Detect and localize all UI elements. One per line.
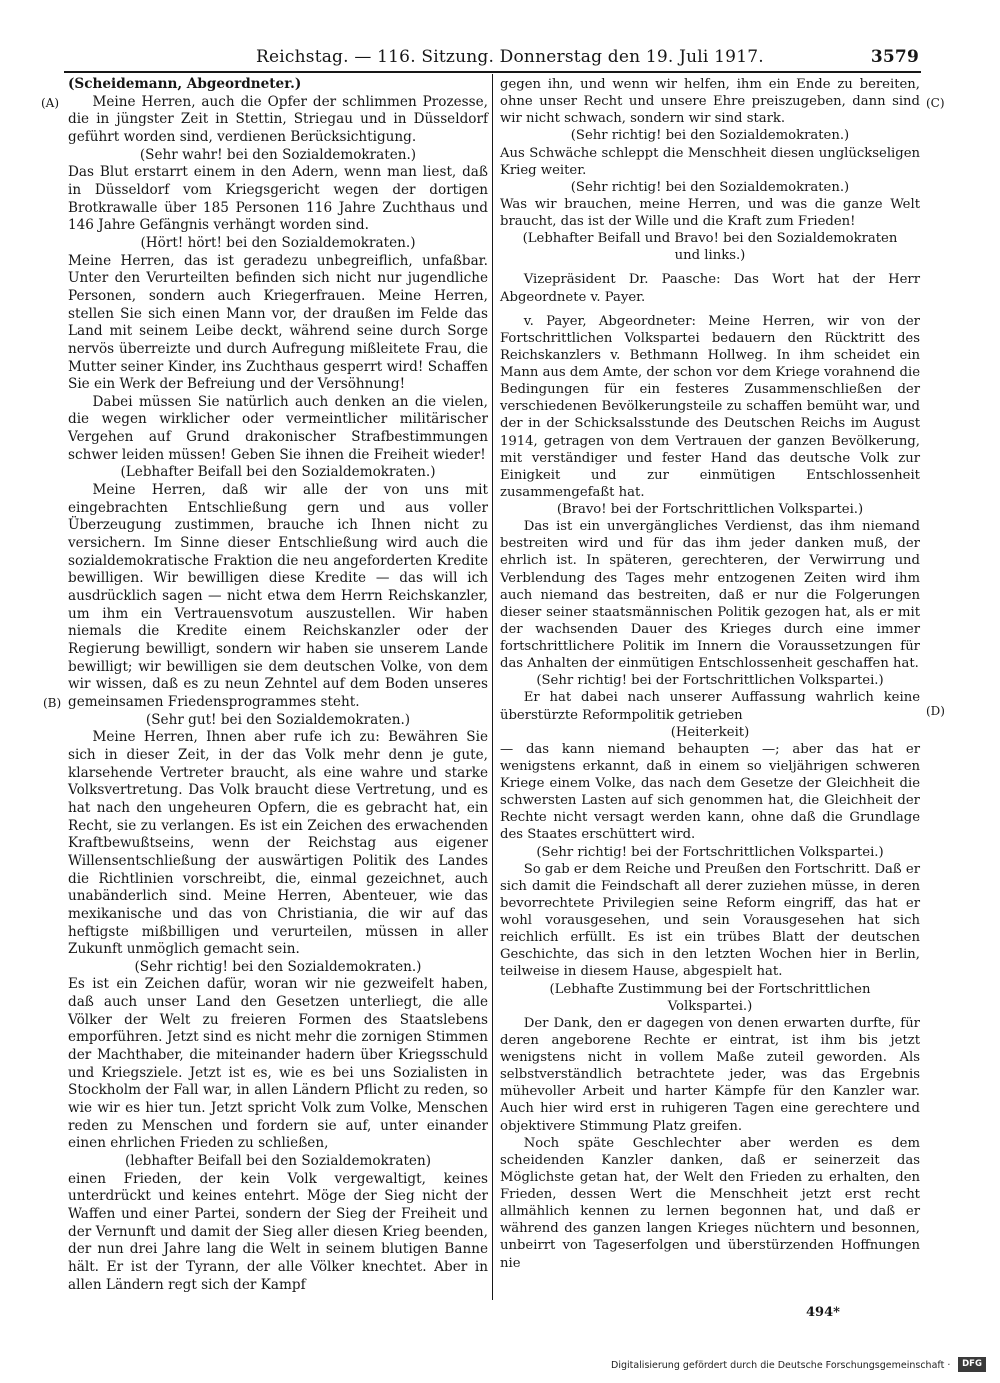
interjection: (Sehr wahr! bei den Sozialdemokraten.): [139, 146, 417, 163]
interjection: (Sehr richtig! bei den Sozialdemokraten.): [570, 179, 850, 195]
header-rule: [64, 71, 921, 73]
right-column: [500, 76, 920, 1272]
interjection: (Sehr gut! bei den Sozialdemokraten.): [145, 711, 411, 728]
interjection: (Sehr richtig! bei der Fortschrittlichen Volkspartei.): [536, 844, 884, 860]
paragraph: Der Dank, den er dagegen von denen erwarten durfte, für deren angeborene Rechte er eintrat, ist ihm bis jetzt wenigstens nicht in vollem Maße zuteil geworden. Als selbstverständlich betrachtete jeder, was das Ergebnis mühevoller Arbeit und harter Kämpfe für den Kanzler war. Auch hier wird erst in ruhigeren Tagen eine gerechtere und objektivere Stimmung Platz greifen.: [500, 1015, 920, 1134]
paragraph: Meine Herren, daß wir alle der von uns mit eingebrachten Entschließung gern und aus voller Überzeugung zustimmen, brauche ich Ihnen nicht zu versichern. Im Sinne dieser Entschließung wird auch die sozialdemokratische Fraktion die neu angeforderten Kredite bewilligen. Wir bewilligen diese Kredite — das will ich ausdrücklich sagen — nicht etwa dem Herrn Reichskanzler, um ihm ein Vertrauensvotum auszustellen. Wir haben niemals die Kredite einem Reichskanzler oder der Regierung bewilligt, sondern wir haben sie unserem Lande bewilligt; wir bewilligen sie dem deutschen Volke, von dem wir wissen, daß es zu neun Zehntel auf dem Boden unseres gemeinsamen Friedensprogrammes steht.: [68, 482, 488, 710]
interjection: (Lebhafter Beifall bei den Sozialdemokraten.): [120, 464, 436, 481]
left-column: [68, 76, 488, 1294]
interjection: (Hört! hört! bei den Sozialdemokraten.): [140, 234, 416, 251]
interjection: (Sehr richtig! bei den Sozialdemokraten.): [134, 958, 422, 975]
interjection: (Bravo! bei der Fortschrittlichen Volkspartei.): [556, 502, 864, 517]
interjection: (lebhafter Beifall bei den Sozialdemokraten): [124, 1153, 432, 1170]
paragraph: Dabei müssen Sie natürlich auch denken an die vielen, die wegen wirklicher oder vermeintlicher militärischer Vergehen auf Grund drakonischer Strafbestimmungen schwer leiden müssen! Geben Sie ihnen die Freiheit wieder!: [68, 393, 488, 463]
margin-mark-d: (D): [926, 704, 945, 718]
paragraph: Noch späte Geschlechter aber werden es dem scheidenden Kanzler danken, daß er seinerzeit das Möglichste getan hat, der Welt den Frieden zu erhalten, den Frieden, dessen Wert die Menschheit jetzt erst recht allmählich kennen zu lernen begonnen hat, und daß er während des ganzen langen Krieges nüchtern und besonnen, unbeirrt von Tageserfolgen und überstürzenden Hoffnungen nie: [500, 1135, 920, 1271]
margin-mark-c: (C): [926, 96, 945, 110]
interjection: (Lebhafter Beifall und Bravo! bei den Sozialdemokraten und links.): [522, 231, 898, 264]
speaker-continuation: (Scheidemann, Abgeordneter.): [68, 76, 302, 92]
paragraph: Es ist ein Zeichen dafür, woran wir nie gezweifelt haben, daß auch unser Land den Gesetzen unterliegt, die alle Völker der Welt zu freieren Formen des Staatslebens emporführen. Jetzt sind es nicht mehr die zornigen Stimmen der Machthaber, die miteinander hadern über Kriegsschuld und Kriegsziele. Jetzt ist es, wie es bei uns Sozialisten in Stockholm der Fall war, in allen Ländern Pflicht zu reden, so wie wir es hier tun. Jetzt spricht Volk zum Volke, Menschen reden zu Menschen und fordern sie auf, unter einander einen ehrlichen Frieden zu schließen,: [68, 976, 488, 1152]
signature-mark: 494*: [806, 1305, 840, 1320]
interjection: (Lebhafte Zustimmung bei der Fortschrittlichen Volkspartei.): [549, 981, 871, 1014]
paragraph: Das Blut erstarrt einem in den Adern, wenn man liest, daß in Düsseldorf vom Kriegsgericht wegen der dortigen Brotkrawalle über 185 Personen 116 Jahre Zuchthaus und 146 Jahre Gefängnis verhängt worden sind.: [68, 164, 488, 234]
paragraph: Meine Herren, das ist geradezu unbegreiflich, unfaßbar. Unter den Verurteilten befinden sich nicht nur jugendliche Personen, sondern auch Kriegerfrauen. Meine Herren, stellen Sie sich einen Mann vor, der draußen im Felde das Land mit seinem Leibe deckt, während seine durch Sorge nervös überreizte und durch Aufregung mißleitete Frau, die Mutter seiner Kinder, ins Zuchthaus gesperrt wird! Schaffen Sie ein Werk der Befreiung und der Versöhnung!: [68, 252, 488, 393]
paragraph: Er hat dabei nach unserer Auffassung wahrlich keine überstürzte Reformpolitik getrieben: [500, 690, 920, 723]
interjection: (Heiterkeit): [670, 724, 750, 740]
speaker-paragraph: Vizepräsident Dr. Paasche: Das Wort hat der Herr Abgeordnete v. Payer.: [500, 272, 920, 305]
paragraph: Meine Herren, auch die Opfer der schlimmen Prozesse, die in jüngster Zeit in Stettin, Striegau und in Düsseldorf geführt worden sind, verdienen Berücksichtigung.: [68, 93, 488, 145]
paragraph: Aus Schwäche schleppt die Menschheit diesen unglückseligen Krieg weiter.: [500, 145, 920, 178]
paragraph: So gab er dem Reiche und Preußen den Fortschritt. Daß er sich damit die Feindschaft all derer zuziehen müsse, in deren bevorrechtete Privilegien seine Reform eingriff, das hat er wohl vorausgesehen, und sein Vorausgesehen hat sich reichlich erfüllt. Es ist ein trübes Blatt der deutschen Geschichte, das sich in den letzten Wochen hier in Berlin, teilweise in diesem Hause, abgespielt hat.: [500, 861, 920, 980]
paragraph: einen Frieden, der kein Volk vergewaltigt, keines unterdrückt und keines entehrt. Möge der Sieg nicht der Waffen und einer Partei, sondern der Sieg der Freiheit und der Vernunft und damit der Sieg aller diesen Krieg beenden, der nun drei Jahre lang die Welt in seinem blutigen Banne hält. Er ist der Tyrann, der alle Völker knechtet. Aber in allen Ländern regt sich der Kampf: [68, 1170, 488, 1293]
header-title: Reichstag. — 116. Sitzung. Donnerstag den 19. Juli 1917.: [256, 47, 764, 67]
interjection: (Sehr richtig! bei den Sozialdemokraten.): [570, 128, 850, 144]
paragraph: Meine Herren, Ihnen aber rufe ich zu: Bewähren Sie sich in dieser Zeit, in der das Volk mehr denn je gute, klarsehende Vertreter braucht, als eine wahre und starke Volksvertretung. Das Volk braucht diese Vertretung, und es hat nach den ungeheuren Opfern, die es gebracht hat, ein Recht, sie zu verlangen. Es ist ein Zeichen des erwachenden Kraftbewußtseins, wenn der Reichstag aus eigener Willensentschließung der auswärtigen Politik des Landes die Richtlinien vorschreibt, die, einmal gezeichnet, auch unabänderlich sind. Meine Herren, Abenteuer, wie das mexikanische und das von Christiania, die wir auf das heftigste mißbilligen und verurteilen, müssen in aller Zukunft unmöglich gemacht sein.: [68, 729, 488, 958]
dfg-logo: DFG: [958, 1357, 986, 1372]
interjection: (Sehr richtig! bei der Fortschrittlichen Volkspartei.): [536, 673, 884, 689]
digitization-credit: Digitalisierung gefördert durch die Deutsche Forschungsgemeinschaft ·: [611, 1360, 951, 1371]
paragraph: Das ist ein unvergängliches Verdienst, das ihm niemand bestreiten wird und für das ihm jeder danken muß, der ehrlich ist. In späteren, gerechteren, der Verwirrung und Verblendung des Tages mehr entzogenen Zeiten wird ihm auch niemand das bestreiten, daß er nur die Folgerungen dieser seiner staatsmännischen Politik gezogen hat, als er mit der wachsenden Dauer des Krieges durch eine immer fortschrittlichere Politik im Innern die Voraussetzungen für das Anhalten der einmütigen Entschlossenheit geschaffen hat.: [500, 519, 920, 672]
running-header: [70, 44, 919, 70]
paragraph: — das kann niemand behaupten —; aber das hat er wenigstens erkannt, daß in einem so vieljährigen schweren Kriege einem Volke, das nach dem Gesetze der Gleichheit die schwersten Lasten auf sich genommen hat, die Gleichheit der Rechte nicht versagt werden kann, ohne daß die Grundlage des Staates erschüttert wird.: [500, 741, 920, 843]
column-divider: [492, 74, 493, 1300]
margin-mark-b: (B): [43, 696, 62, 710]
speaker-paragraph: v. Payer, Abgeordneter: Meine Herren, wir von der Fortschrittlichen Volkspartei bedauern den Rücktritt des Reichskanzlers v. Bethmann Hollweg. In ihm scheidet ein Mann aus dem Amte, der schon vor dem Kriege vorahnend die Bedingungen für ein festeres Zusammenschließen der verschiedenen Bevölkerungsteile zu schaffen bemüht war, und der in der Schicksalsstunde des Deutschen Reichs im August 1914, getragen von dem Vertrauen der ganzen Bevölkerung, mit verständiger und fester Hand das deutsche Volk zur Einigkeit und zur einmütigen Entschlossenheit zusammengefaßt hat.: [500, 313, 920, 500]
page-number: 3579: [870, 47, 919, 67]
paragraph: gegen ihn, und wenn wir helfen, ihm ein Ende zu bereiten, ohne unser Recht und unsere Ehre preiszugeben, dann sind wir nicht schwach, sondern wir sind stark.: [500, 77, 920, 127]
paragraph: Was wir brauchen, meine Herren, und was die ganze Welt braucht, das ist der Wille und die Kraft zum Frieden!: [500, 196, 920, 229]
margin-mark-a: (A): [41, 96, 60, 110]
